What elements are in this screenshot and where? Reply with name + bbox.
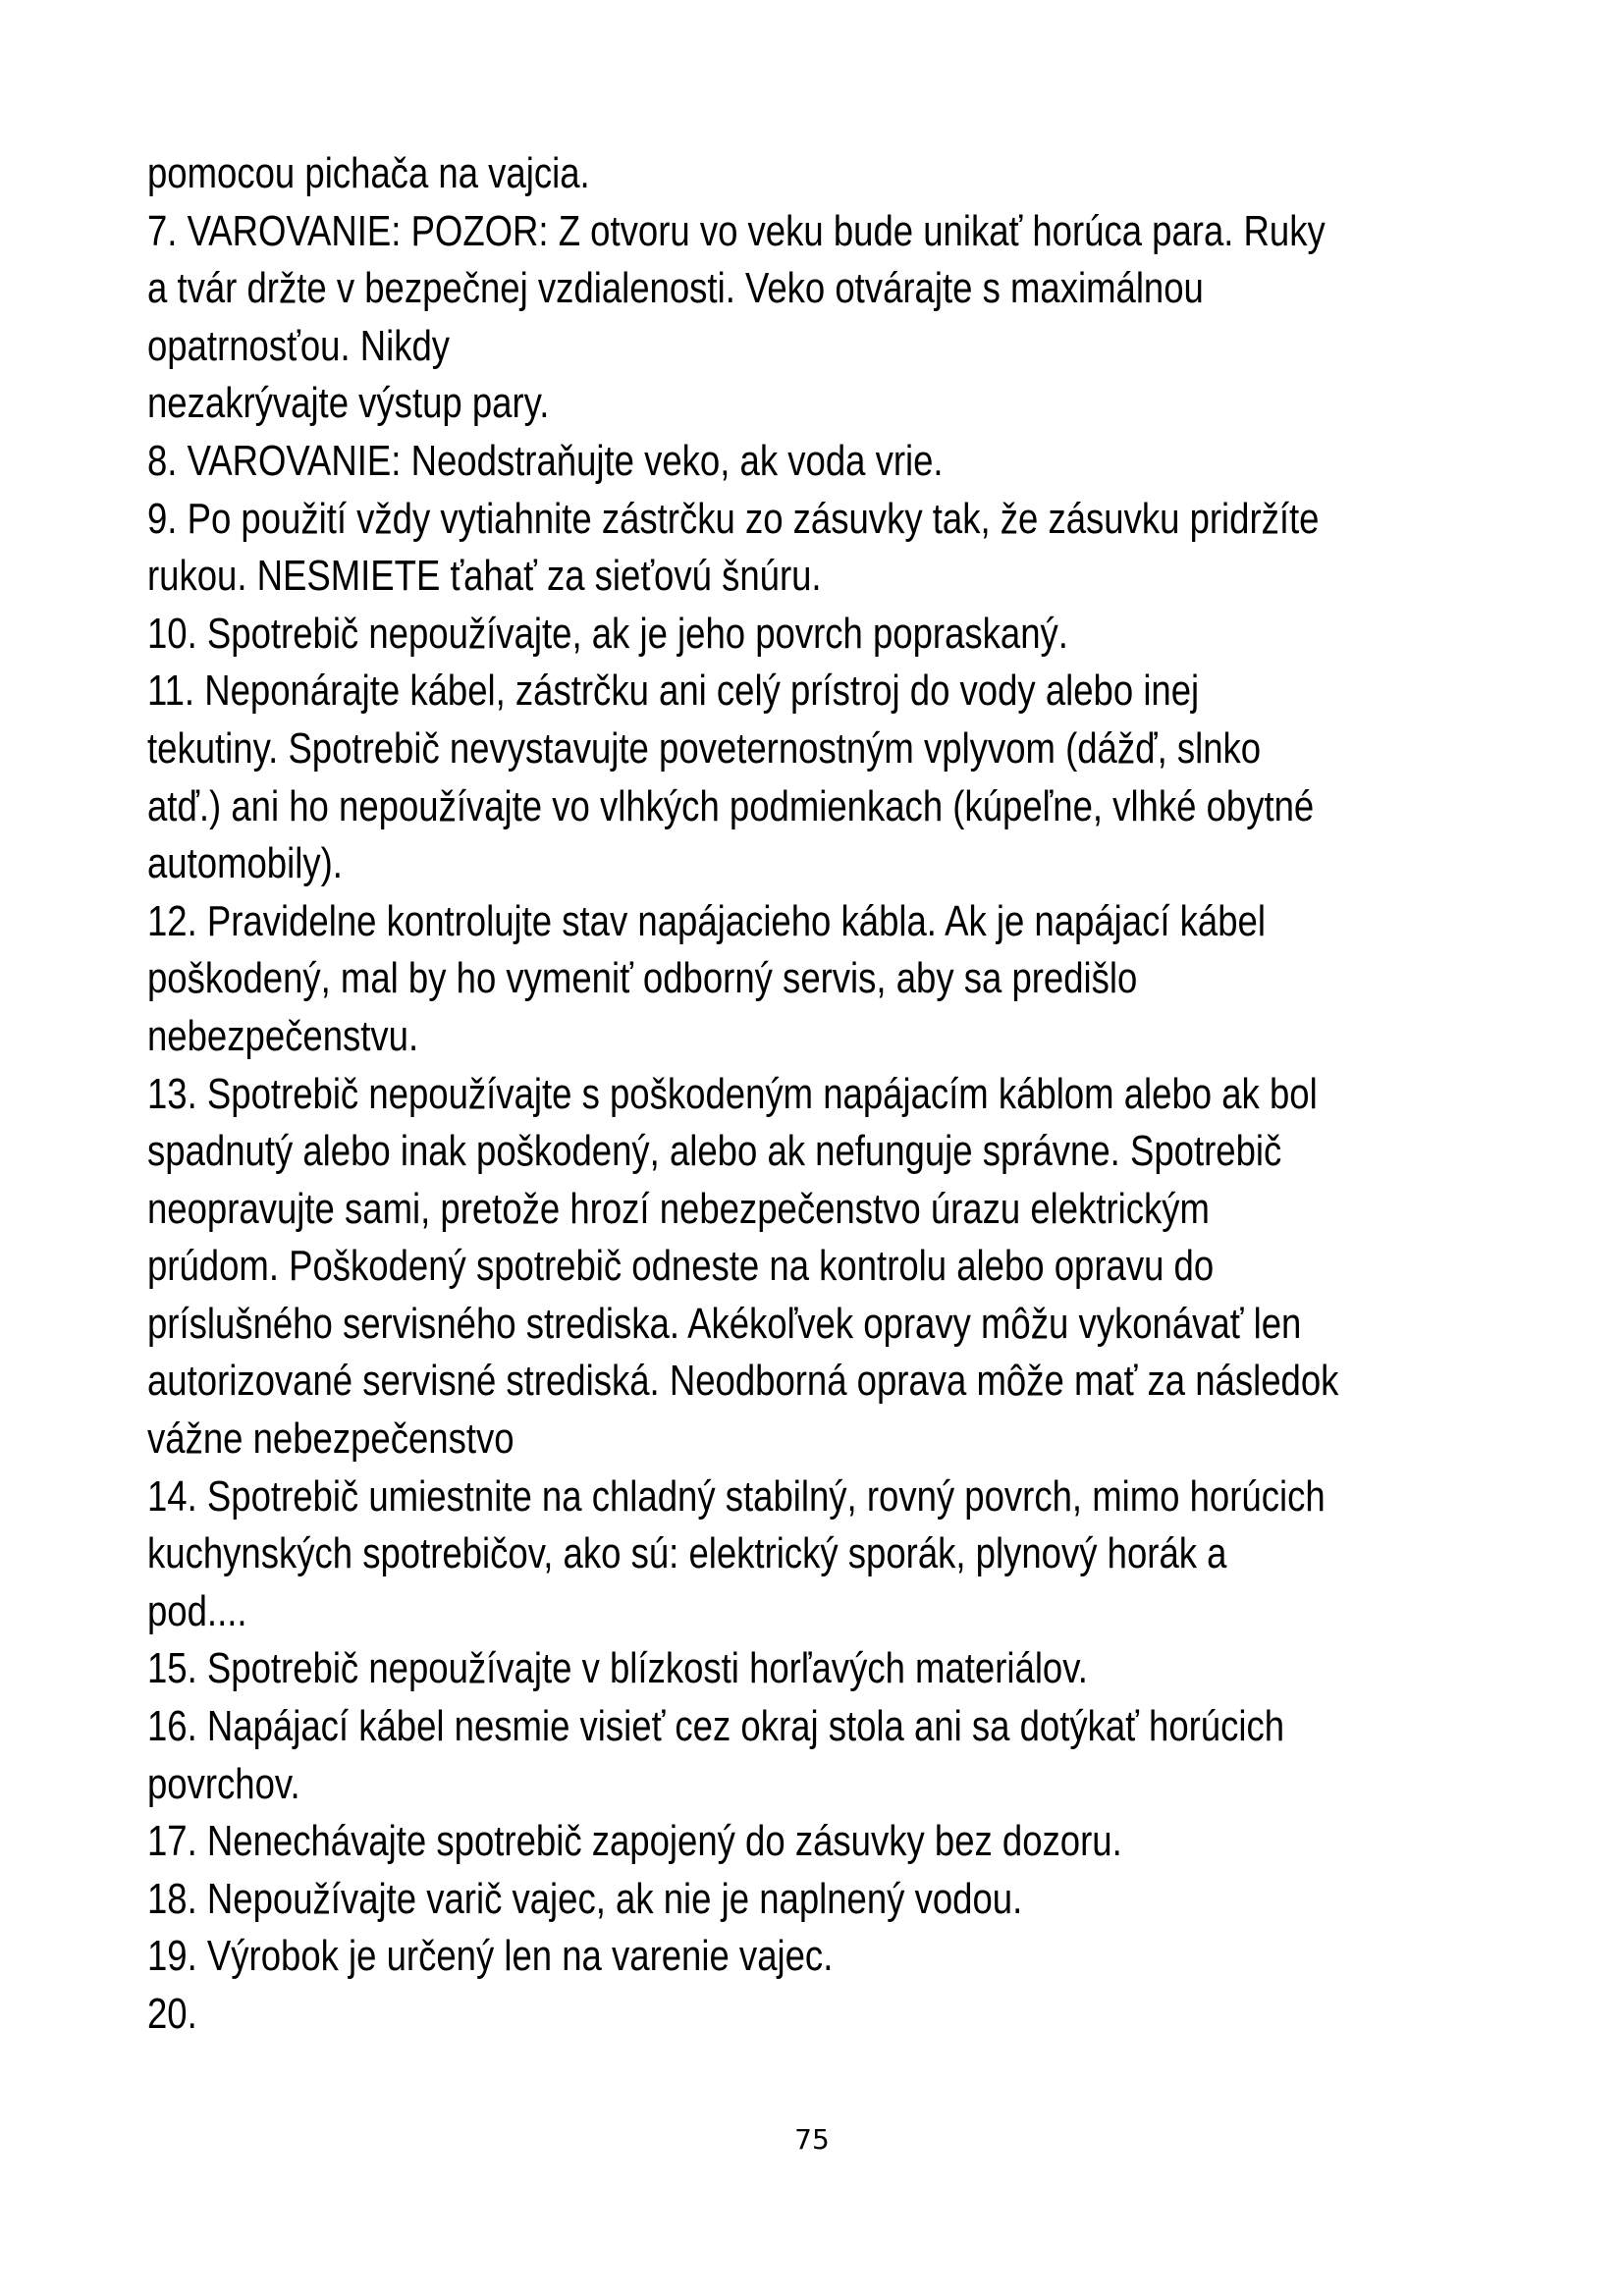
text-line: príslušného servisného strediska. Akékoľvek opravy môžu vykonávať len — [147, 1299, 1302, 1348]
text-line: 18. Nepoužívajte varič vajec, ak nie je naplnený vodou. — [147, 1874, 1023, 1923]
text-line: 7. VAROVANIE: POZOR: Z otvoru vo veku bude unikať horúca para. Ruky — [147, 206, 1326, 255]
text-line: povrchov. — [147, 1759, 300, 1808]
text-line: 9. Po použití vždy vytiahnite zástrčku zo zásuvky tak, že zásuvku pridržíte — [147, 494, 1320, 543]
page-number: 75 — [794, 2123, 830, 2156]
text-line: 12. Pravidelne kontrolujte stav napájacieho kábla. Ak je napájací kábel — [147, 896, 1266, 945]
text-line: nebezpečenstvu. — [147, 1011, 419, 1060]
text-line: tekutiny. Spotrebič nevystavujte poveternostným vplyvom (dážď, slnko — [147, 723, 1262, 773]
text-line: 20. — [147, 1990, 197, 2038]
text-line: nezakrývajte výstup pary. — [147, 379, 550, 428]
text-line: 14. Spotrebič umiestnite na chladný stabilný, rovný povrch, mimo horúcich — [147, 1471, 1326, 1521]
text-line: kuchynských spotrebičov, ako sú: elektrický sporák, plynový horák a — [147, 1529, 1227, 1578]
text-line: prúdom. Poškodený spotrebič odneste na kontrolu alebo opravu do — [147, 1242, 1215, 1291]
text-line: 10. Spotrebič nepoužívajte, ak je jeho povrch popraskaný. — [147, 609, 1068, 658]
text-line: atď.) ani ho nepoužívajte vo vlhkých podmienkach (kúpeľne, vlhké obytné — [147, 781, 1315, 830]
text-line: 15. Spotrebič nepoužívajte v blízkosti horľavých materiálov. — [147, 1644, 1088, 1693]
text-line: 8. VAROVANIE: Neodstraňujte veko, ak voda vrie. — [147, 436, 944, 485]
text-line: neopravujte sami, pretože hrozí nebezpečenstvo úrazu elektrickým — [147, 1184, 1210, 1233]
text-line: 13. Spotrebič nepoužívajte s poškodeným napájacím káblom alebo ak bol — [147, 1069, 1318, 1118]
text-line: 16. Napájací kábel nesmie visieť cez okraj stola ani sa dotýkať horúcich — [147, 1702, 1285, 1751]
text-line: rukou. NESMIETE ťahať za sieťovú šnúru. — [147, 552, 822, 601]
text-line: spadnutý alebo inak poškodený, alebo ak nefunguje správne. Spotrebič — [147, 1127, 1282, 1176]
text-line: pomocou pichača na vajcia. — [147, 149, 590, 197]
document-body — [147, 145, 1542, 2044]
text-line: automobily). — [147, 839, 343, 888]
text-line: poškodený, mal by ho vymeniť odborný servis, aby sa predišlo — [147, 954, 1138, 1003]
text-line: opatrnosťou. Nikdy — [147, 321, 451, 370]
text-line: 17. Nenechávajte spotrebič zapojený do zásuvky bez dozoru. — [147, 1817, 1122, 1866]
text-line: autorizované servisné strediská. Neodborná oprava môže mať za následok — [147, 1357, 1339, 1406]
text-line: vážne nebezpečenstvo — [147, 1415, 514, 1464]
text-line: 11. Neponárajte kábel, zástrčku ani celý prístroj do vody alebo inej — [147, 667, 1200, 716]
text-line: 19. Výrobok je určený len na varenie vajec. — [147, 1932, 834, 1981]
text-line: pod.... — [147, 1586, 247, 1635]
text-line: a tvár držte v bezpečnej vzdialenosti. Veko otvárajte s maximálnou — [147, 264, 1204, 313]
